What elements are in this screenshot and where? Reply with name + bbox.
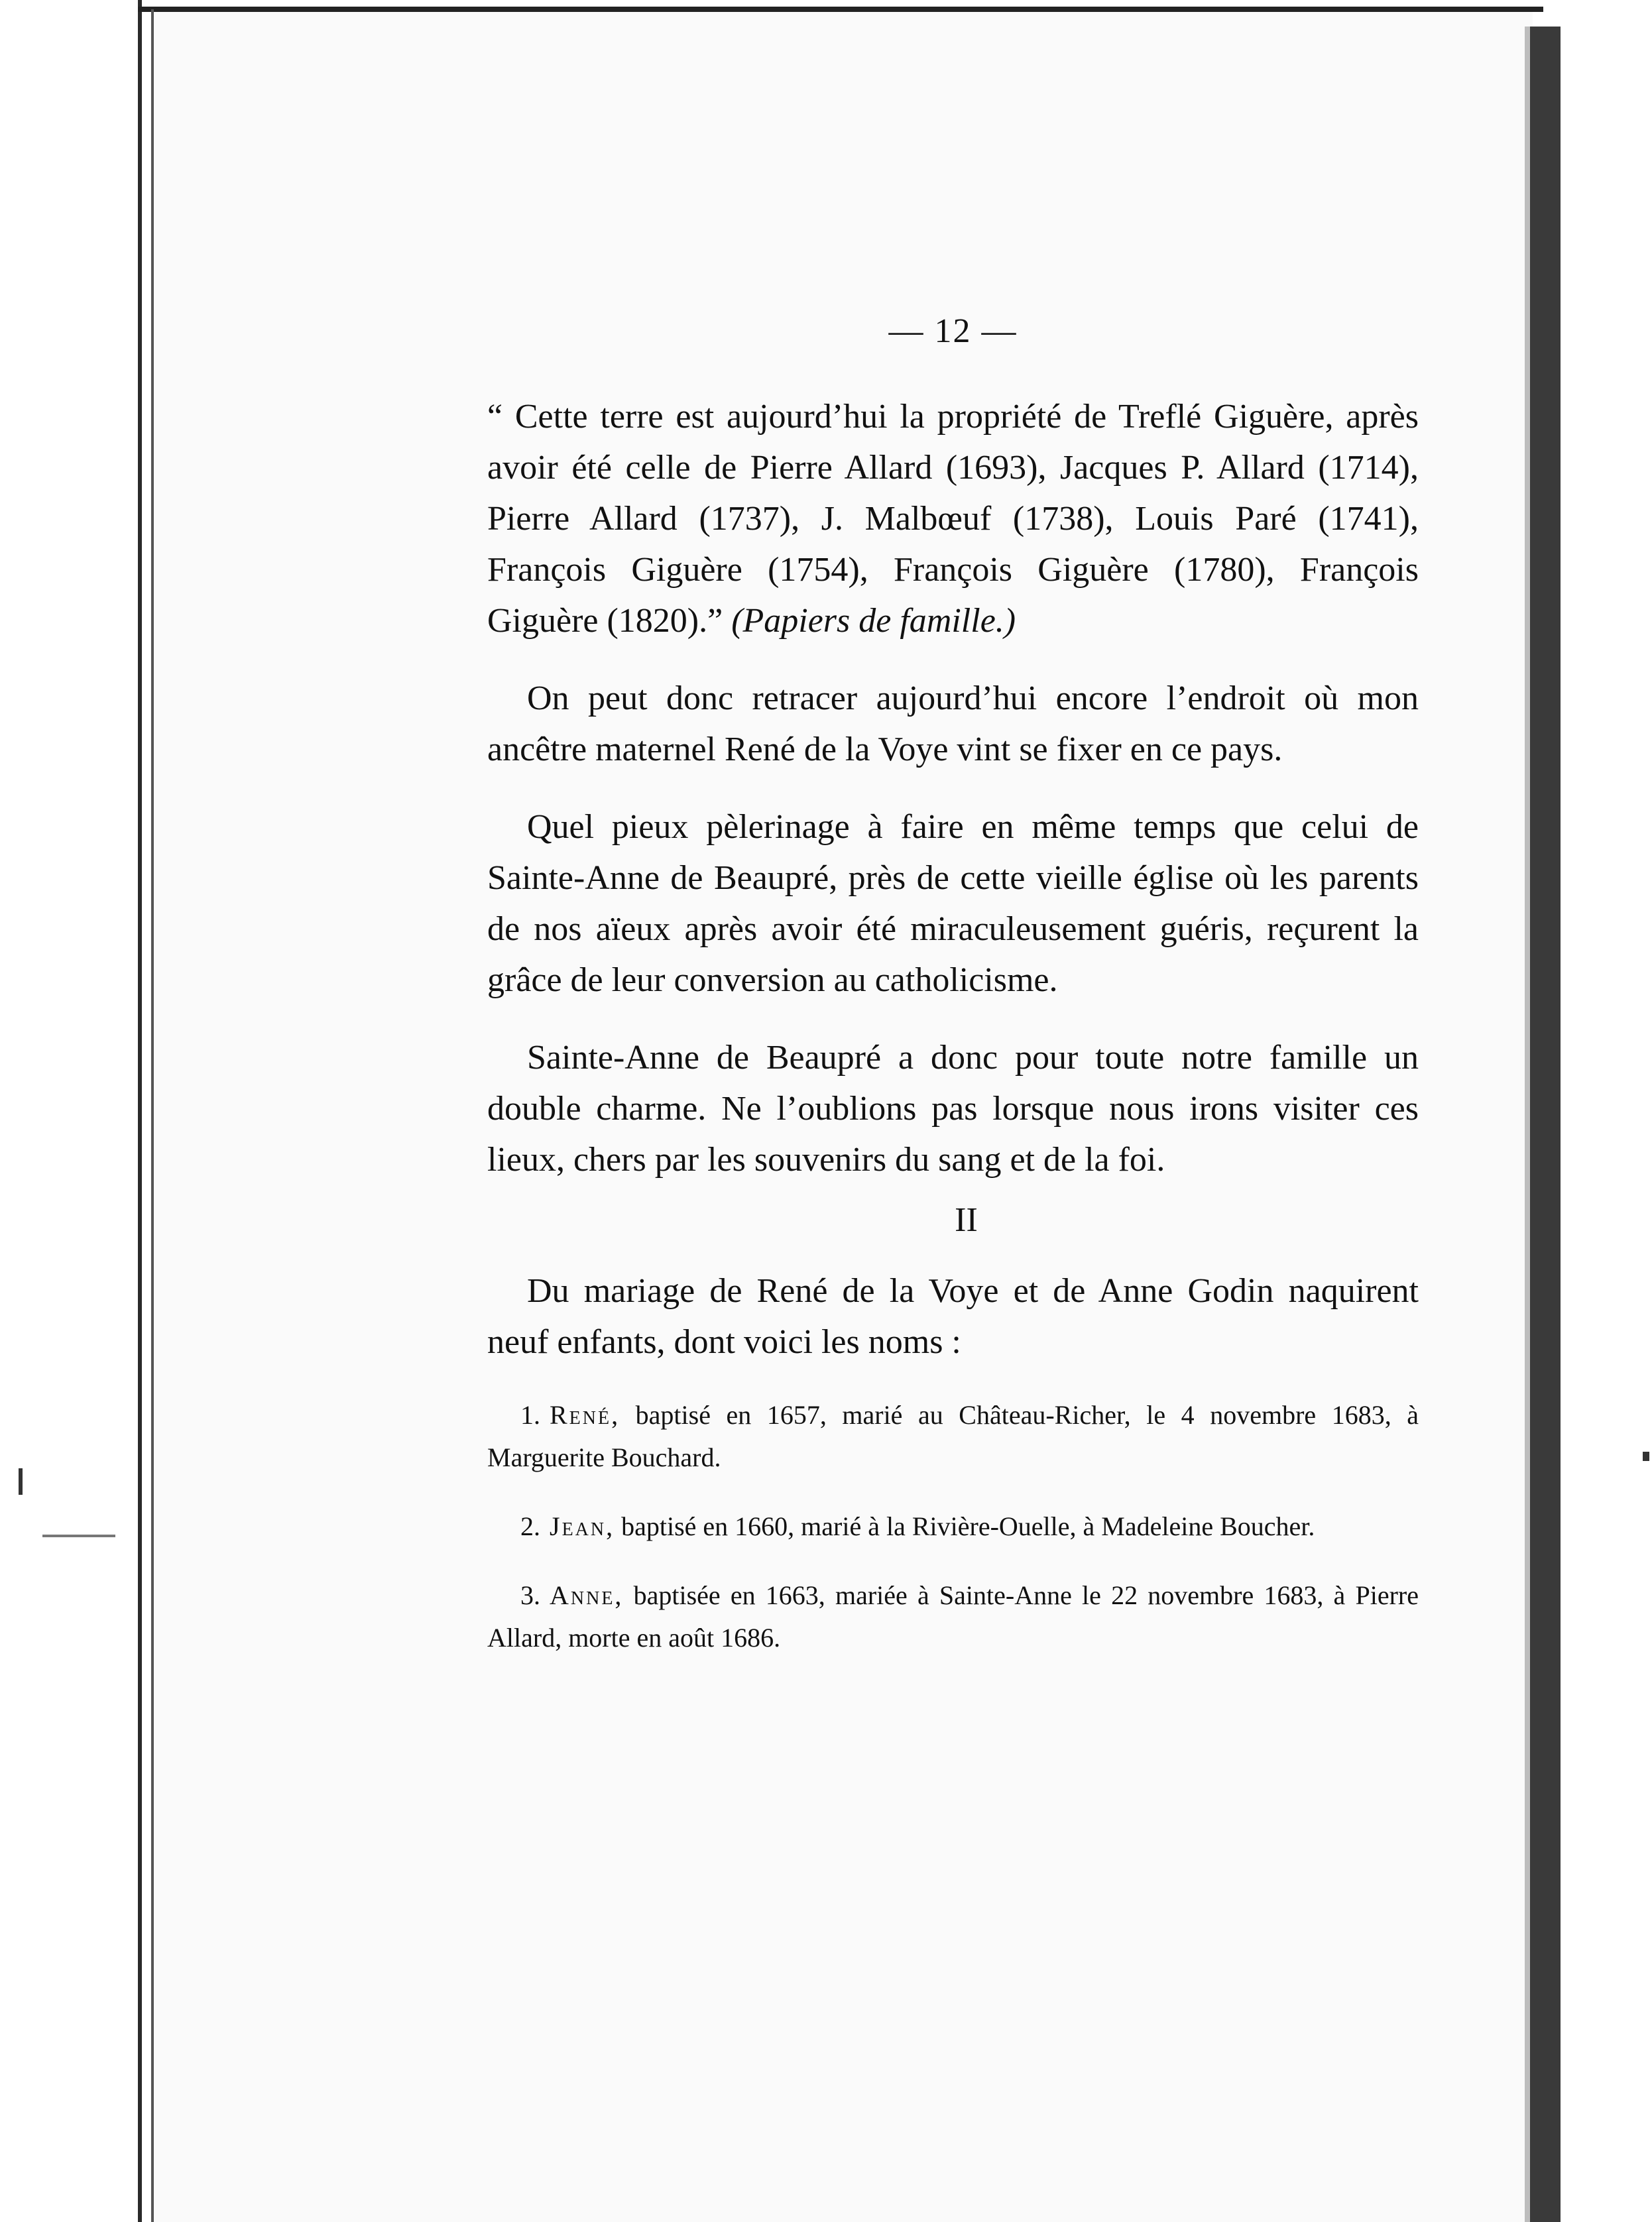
scan-speck <box>42 1535 115 1537</box>
right-page-edge-light <box>1525 27 1530 2222</box>
list-item <box>487 1505 1419 1548</box>
item-text: baptisé en 1657, marié au Château-Richer, le 4 novembre 1683, à Marguerite Bouchard. <box>487 1400 1419 1472</box>
paragraph: Sainte-Anne de Beaupré a donc pour toute notre famille un double charme. Ne l’oublions pas lorsque nous irons visiter ces lieux, chers par les souvenirs du sang et de la foi. <box>487 1039 1419 1179</box>
quote-paragraph <box>487 391 1419 646</box>
scan-speck <box>1643 1452 1649 1461</box>
paragraph: On peut donc retracer aujourd’hui encore l’endroit où mon ancêtre maternel René de la Voye vint se fixer en ce pays. <box>487 679 1419 768</box>
binding-edge-outer <box>138 0 142 2222</box>
quote-text: “ Cette terre est aujourd’hui la propriété de Treflé Giguère, après avoir été celle de Pierre Allard (1693), Jacques P. Allard (1714), Pierre Allard (1737), J. Malbœuf (1738), Louis Paré (1741), François Giguère (1754), François Giguère (1780), François Giguère (1820).” <box>487 398 1419 640</box>
item-number: 2. <box>520 1511 540 1541</box>
list-item <box>487 1574 1419 1659</box>
binding-edge-inner <box>151 9 154 2222</box>
scan-speck <box>19 1468 23 1495</box>
children-list <box>487 1394 1419 1659</box>
page-text <box>487 312 1419 1686</box>
section-paragraph: Du mariage de René de la Voye et de Anne Godin naquirent neuf enfants, dont voici les noms : <box>487 1272 1419 1361</box>
right-page-edge <box>1530 27 1561 2222</box>
list-item <box>487 1394 1419 1479</box>
item-number: 3. <box>520 1580 540 1610</box>
item-text: baptisée en 1663, mariée à Sainte-Anne le 22 novembre 1683, à Pierre Allard, morte en août 1686. <box>487 1580 1419 1653</box>
page-number: — 12 — <box>888 312 1018 350</box>
paragraph: Quel pieux pèlerinage à faire en même temps que celui de Sainte-Anne de Beaupré, près de cette vieille église où les parents de nos aïeux après avoir été miraculeusement guéris, reçurent la grâce de leur conversion au catholicisme. <box>487 808 1419 999</box>
child-name: Jean, <box>550 1511 615 1541</box>
child-name: Anne, <box>550 1580 624 1610</box>
child-name: René, <box>550 1400 620 1430</box>
item-text: baptisé en 1660, marié à la Rivière-Ouelle, à Madeleine Boucher. <box>621 1511 1315 1541</box>
section-numeral: II <box>955 1201 978 1239</box>
citation: (Papiers de famille.) <box>731 602 1016 640</box>
item-number: 1. <box>520 1400 540 1430</box>
page-top-edge <box>138 7 1543 12</box>
